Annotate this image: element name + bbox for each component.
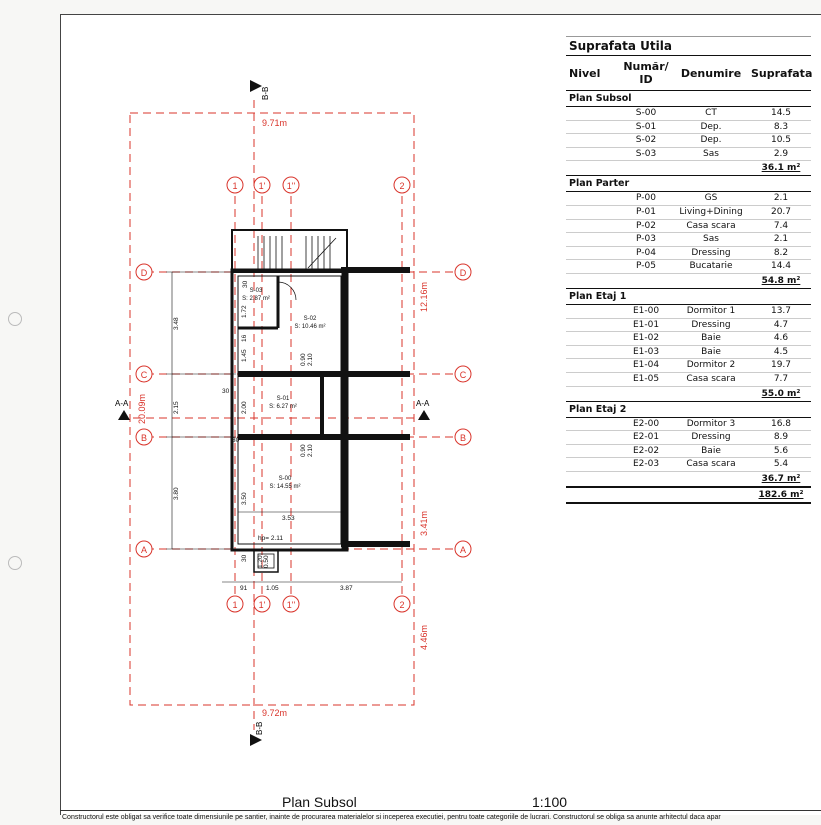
door-dim-3: 0.90 [300, 444, 307, 457]
axis-row-b-left: B [140, 433, 148, 443]
axis-col-1-top: 1 [232, 181, 238, 191]
axis-row-a-left: A [140, 545, 148, 555]
axis-col-1p-bottom: 1' [258, 600, 266, 610]
axis-col-1pp-top: 1'' [286, 181, 296, 191]
dim-inner-2: 16 [241, 334, 248, 342]
table-row: E2-01 Dressing 8.9 [566, 431, 811, 445]
section-arrow-right [418, 410, 430, 420]
header-suprafata: Suprafata [751, 66, 813, 80]
bottom-dim-2: 1.05 [266, 585, 279, 592]
room-s02-area: S: 10.46 m² [294, 324, 326, 330]
table-row: P-02 Casa scara 7.4 [566, 220, 811, 234]
table-row: S-00 CT 14.5 [566, 107, 811, 121]
table-row: E1-03 Baie 4.5 [566, 346, 811, 360]
dim-right-mid: 3.41m [419, 510, 429, 536]
bottom-dim-3: 3.87 [340, 585, 353, 592]
dim-inner-3: 1.45 [241, 349, 248, 362]
total-etaj-2: 36.7 m² [761, 473, 801, 484]
dim-left-height: 20.09m [137, 393, 147, 424]
grand-total: 182.6 m² [758, 489, 804, 500]
table-row: E1-02 Baie 4.6 [566, 332, 811, 346]
axis-row-c-left: C [140, 370, 148, 380]
plan-scale: 1:100 [532, 794, 568, 810]
table-header [566, 56, 811, 91]
axis-col-1p-top: 1' [258, 181, 266, 191]
axis-row-d-left: D [140, 268, 148, 278]
section-label-bb-top: B-B [261, 86, 270, 100]
dim-inner-4: 2.00 [241, 401, 248, 414]
dim-inner-5: 3.50 [241, 492, 248, 505]
table-row: S-01 Dep. 8.3 [566, 121, 811, 135]
room-s02-id: S-02 [303, 316, 317, 322]
table-row: P-01 Living+Dining 20.7 [566, 206, 811, 220]
section-arrow-left [118, 410, 130, 420]
room-s01-area: S: 6.27 m² [269, 404, 297, 410]
table-row: P-00 GS 2.1 [566, 192, 811, 206]
door-dim-2: 2.10 [307, 353, 314, 366]
axis-row-a-right: A [459, 545, 467, 555]
table-row: P-05 Bucatarie 14.4 [566, 260, 811, 274]
total-subsol: 36.1 m² [761, 163, 801, 174]
level-parter: Plan Parter [566, 176, 811, 192]
window-dim-2: 1.20 [257, 555, 264, 568]
window-dim-1: 0.50 [263, 555, 270, 568]
dim-left-3: 3.80 [173, 487, 180, 500]
section-label-aa-left: A-A [115, 399, 129, 408]
building-walls [232, 230, 410, 572]
bottom-dim-1: 91 [240, 585, 248, 592]
room-s00-id: S-00 [278, 476, 292, 482]
table-row: P-03 Sas 2.1 [566, 233, 811, 247]
dim-inner-10: 30 [241, 554, 248, 562]
header-denumire: Denumire [680, 66, 742, 80]
header-numar-id: Număr/ ID [623, 60, 669, 86]
axis-col-1pp-bottom: 1'' [286, 600, 296, 610]
axis-col-1-bottom: 1 [232, 600, 238, 610]
level-etaj-2: Plan Etaj 2 [566, 402, 811, 418]
section-label-bb-bottom: B-B [255, 721, 264, 735]
total-parter: 54.8 m² [761, 275, 801, 286]
table-title: Suprafata Utila [566, 36, 811, 56]
dim-left-2: 2.15 [173, 401, 180, 414]
footer-note: Constructorul este obligat sa verifice toate dimensiunile pe santier, inainte de procurarea materialelor si inceperea executiei, pentru toate categoriile de lucrari. Constructorul se obliga sa anunte arhitectul daca apar [60, 810, 821, 825]
room-s00-area: S: 14.55 m² [269, 484, 301, 490]
total-etaj-1: 55.0 m² [761, 388, 801, 399]
header-nivel: Nivel [569, 66, 601, 80]
table-row: E1-04 Dormitor 2 19.7 [566, 359, 811, 373]
dim-inner-1: 1.72 [241, 305, 248, 318]
level-total [566, 472, 811, 487]
table-row: S-02 Dep. 10.5 [566, 134, 811, 148]
dim-inner-9: 3.53 [282, 515, 295, 522]
door-dim-4: 2.10 [307, 444, 314, 457]
door-dim-1: 0.90 [300, 353, 307, 366]
level-etaj-1: Plan Etaj 1 [566, 289, 811, 305]
table-row: P-04 Dressing 8.2 [566, 247, 811, 261]
dim-inner-6: 30 [242, 280, 249, 288]
level-total [566, 274, 811, 289]
dim-left-1: 3.48 [173, 317, 180, 330]
room-s01-id: S-01 [276, 396, 290, 402]
axis-col-2-top: 2 [399, 181, 405, 191]
window-note: hp= 2.11 [258, 535, 284, 542]
table-row: E2-02 Baie 5.6 [566, 445, 811, 459]
level-total [566, 387, 811, 402]
section-label-aa-right: A-A [416, 399, 430, 408]
axis-row-b-right: B [459, 433, 467, 443]
table-row: E2-00 Dormitor 3 16.8 [566, 418, 811, 432]
area-table [566, 36, 811, 504]
level-total [566, 161, 811, 176]
dim-right-bottom: 4.46m [419, 624, 429, 650]
dim-top-width: 9.71m [262, 118, 288, 128]
dim-inner-7: 30 [222, 388, 230, 395]
table-row: E1-01 Dressing 4.7 [566, 319, 811, 333]
table-row: S-03 Sas 2.9 [566, 148, 811, 162]
dim-inner-8: 30 [232, 437, 240, 444]
table-row: E1-05 Casa scara 7.7 [566, 373, 811, 387]
table-row: E1-00 Dormitor 1 13.7 [566, 305, 811, 319]
level-subsol: Plan Subsol [566, 91, 811, 107]
grand-total-row [566, 487, 811, 504]
plan-title: Plan Subsol [282, 794, 357, 810]
room-s03-area: S: 2.87 m² [242, 296, 270, 302]
dim-right-top: 12.16m [419, 281, 429, 312]
axis-row-d-right: D [459, 268, 467, 278]
dim-bottom-width: 9.72m [262, 708, 288, 718]
axis-row-c-right: C [459, 370, 467, 380]
room-s03-id: S-03 [249, 288, 263, 294]
table-row: E2-03 Casa scara 5.4 [566, 458, 811, 472]
axis-col-2-bottom: 2 [399, 600, 405, 610]
